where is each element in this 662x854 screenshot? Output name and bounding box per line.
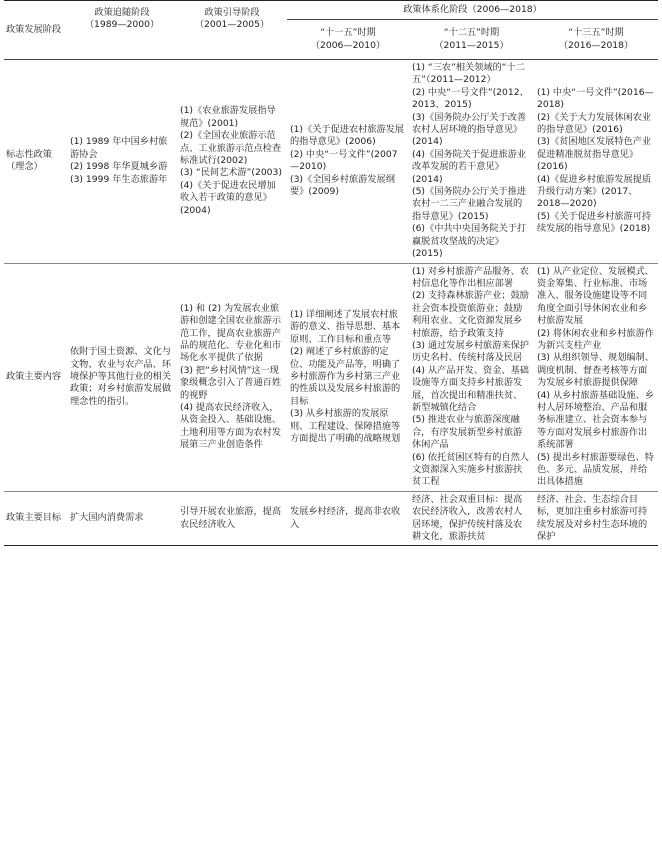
header-guide-title: 政策引导阶段: [204, 7, 260, 18]
list-item: 经济、社会、生态综合目标，更加注重乡村旅游可持续发展及对乡村生态环境的保护: [537, 493, 648, 543]
cell-landmark-follow: [67, 60, 177, 264]
header-follow-stage: [67, 1, 177, 60]
list-item: 经济、社会双重目标：提高农民经济收入，改善农村人居环境，保护传统村落及农耕文化，旅游扶贫: [412, 493, 523, 543]
header-follow-years: （1989—2000）: [84, 19, 160, 31]
cell-goals-follow: [67, 491, 177, 546]
list-item: (1) 详细阐述了发展农村旅游的意义、指导思想、基本原则、工作目标和重点等: [290, 308, 401, 345]
list-item: (1) 1989 年中国乡村旅游协会: [70, 136, 168, 160]
header-13th-years: （2016—2018）: [558, 39, 634, 51]
row-label-goals: 政策主要目标: [4, 491, 67, 546]
cell-content-12th: [409, 263, 534, 491]
cell-landmark-11th: [287, 60, 409, 264]
header-row-top: [4, 1, 658, 20]
list-item: (3) 从乡村旅游的发展原则、工程建设、保障措施等方面提出了明确的战略规划: [290, 408, 401, 444]
header-follow-title: 政策追随阶段: [94, 7, 150, 18]
list-item: 依附于国土资源、文化与文物、农业与农产品、环境保护等其他行业的相关政策；对乡村旅游发展做理念性的指引。: [70, 346, 172, 407]
list-item: 发展乡村经济，提高非农收入: [290, 506, 401, 530]
header-system-stage: 政策体系化阶段（2006—2018）: [287, 1, 658, 20]
policy-stages-table: [4, 0, 658, 546]
cell-goals-11th: [287, 491, 409, 546]
list-item: (3) “民间艺术游”(2003): [180, 167, 282, 179]
list-item: (3)《全国乡村旅游发展纲要》(2009): [290, 173, 395, 198]
header-stage: 政策发展阶段: [6, 23, 62, 35]
header-11th-years: （2006—2010）: [310, 39, 386, 51]
list-item: (1) 中央“一号文件”(2016—2018): [537, 86, 654, 111]
header-12th-title: “十二五”时期: [443, 27, 500, 39]
list-item: (2)《关于大力发展休闲农业的指导意见》(2016): [537, 111, 652, 136]
cell-content-follow: [67, 263, 177, 491]
cell-landmark-13th: [534, 60, 658, 264]
row-label-landmark: 标志性政策（理念）: [6, 148, 52, 173]
list-item: (4) 从产品开发、资金、基础设施等方面支持乡村旅游发展，首次提出和精准扶贫、新型城镇化结合: [412, 364, 529, 413]
list-item: (1) 对乡村旅游产品服务、农村信息化等作出相应部署: [412, 265, 529, 289]
header-11th-plan: [287, 20, 409, 60]
header-guide-stage: [177, 1, 287, 60]
list-item: (2) 中央“一号文件”(2007—2010): [290, 148, 398, 173]
list-item: (3)《国务院办公厅关于改善农村人居环境的指导意见》(2014): [412, 111, 527, 148]
cell-landmark-12th: [409, 60, 534, 264]
list-item: (3) 把“乡村风情”这一现象级概念引入了普通百姓的视野: [180, 364, 282, 401]
header-guide-years: （2001—2005）: [194, 19, 270, 31]
list-item: (5)《国务院办公厅关于推进农村一二三产业融合发展的指导意见》(2015): [412, 186, 527, 222]
cell-goals-guide: [177, 491, 287, 546]
table-row-landmark-policies: [4, 60, 658, 264]
list-item: (6)《中共中央国务院关于打赢脱贫攻坚战的决定》(2015): [412, 223, 527, 260]
list-item: (6) 依托贫困区特有的自然人文资源深入实施乡村旅游扶贫工程: [412, 451, 529, 488]
list-item: (5) 推进农业与旅游深度融合，有序发展新型乡村旅游休闲产品: [412, 414, 523, 451]
list-item: 引导开展农业旅游，提高农民经济收入: [180, 506, 282, 530]
list-item: (1) 和 (2) 为发展农业旅游和创建全国农业旅游示范工作，提高农业旅游产品的规范化、专业化和市场化水平提供了依据: [180, 302, 282, 364]
list-item: (1) 从产业定位、发展模式、资金筹集、行业标准、市场准入、服务设施建设等不同角度全面引导休闲农业和乡村旅游发展: [537, 265, 654, 327]
list-item: (2)《全国农业旅游示范点、工业旅游示范点检查标准试行(2002): [180, 130, 282, 167]
table-row-main-goals: [4, 491, 658, 546]
list-item: (4)《关于促进农民增加收入若干政策的意见》(2004): [180, 179, 276, 216]
list-item: (2) 1998 年华夏城乡游: [70, 161, 168, 173]
cell-content-13th: [534, 263, 658, 491]
cell-landmark-guide: [177, 60, 287, 264]
header-13th-title: “十三五”时期: [568, 27, 624, 39]
list-item: (1)《关于促进农村旅游发展的指导意见》(2006): [290, 124, 405, 148]
header-11th-title: “十一五”时期: [320, 27, 376, 39]
list-item: (4)《促进乡村旅游发展提质升级行动方案》(2017、2018—2020): [537, 173, 652, 210]
cell-content-11th: [287, 263, 409, 491]
table-row-main-content: [4, 263, 658, 491]
list-item: (5)《关于促进乡村旅游可持续发展的指导意见》(2018): [537, 210, 652, 235]
list-item: (3) 从组织领导、规划编制、调度机制、督查考核等方面为发展乡村旅游提供保障: [537, 352, 654, 389]
list-item: (3) 通过发展乡村旅游来保护历史名村、传统村落及民居: [412, 339, 529, 364]
list-item: (4)《国务院关于促进旅游业改革发展的若干意见》(2014): [412, 148, 527, 185]
cell-goals-12th: [409, 491, 534, 546]
row-label-content: 政策主要内容: [4, 263, 67, 491]
list-item: (2) 中央“一号文件”(2012、2013、2015): [412, 86, 529, 111]
list-item: (4) 从乡村旅游基础设施、乡村人居环境整治、产品和服务标准建立、社会资本参与等方面对发展乡村旅游作出系统部署: [537, 389, 654, 451]
list-item: (5) 提出乡村旅游要绿色、特色、多元、品质发展，并给出具体措施: [537, 451, 654, 488]
list-item: (4) 提高农民经济收入，从资金投入、基础设施、土地利用等方面为农村发展第三产业创造条件: [180, 401, 282, 451]
cell-goals-13th: [534, 491, 658, 546]
list-item: (2) 将休闲农业和乡村旅游作为新兴支柱产业: [537, 327, 654, 351]
list-item: (2) 支持森林旅游产业；鼓励社会资本投资旅游业；鼓励利用农业、文化资源发展乡村旅游，给予政策支持: [412, 290, 529, 339]
list-item: (3) 1999 年生态旅游年: [70, 173, 168, 185]
list-item: (1)《农业旅游发展指导规范》(2001): [180, 105, 276, 129]
header-12th-plan: [409, 20, 534, 60]
header-12th-years: （2011—2015）: [434, 39, 509, 51]
list-item: 扩大国内消费需求: [70, 512, 144, 524]
list-item: (3)《贫困地区发展特色产业促进精准脱贫指导意见》(2016): [537, 136, 652, 173]
list-item: (1) “三农”相关领域的“十二五”（2011—2012）: [412, 62, 525, 86]
header-13th-plan: [534, 20, 658, 60]
cell-content-guide: [177, 263, 287, 491]
list-item: (2) 阐述了乡村旅游的定位、功能及产品等，明确了乡村旅游作为乡村第三产业的性质以及发展乡村旅游的目标: [290, 346, 401, 407]
